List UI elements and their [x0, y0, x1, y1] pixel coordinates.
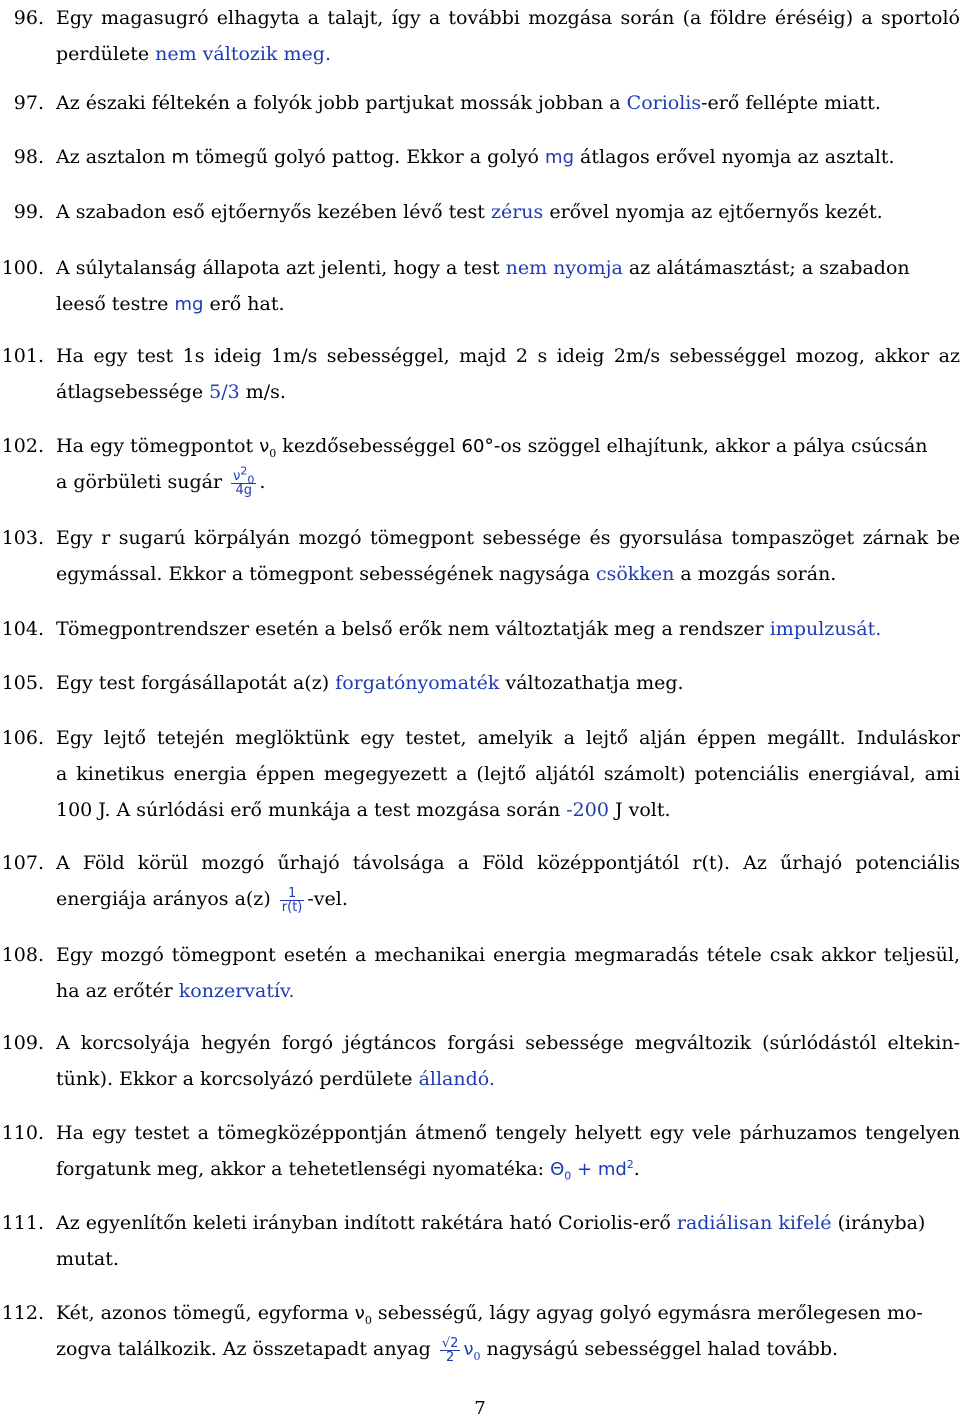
- text-segment: Az egyenlítőn keleti irányban indított rakétára ható Coriolis-erő: [56, 1212, 677, 1234]
- item-number: 103.: [1, 527, 44, 549]
- answer-highlight: [437, 1335, 481, 1365]
- fraction-numerator: 1: [287, 885, 297, 901]
- text-segment: átlagsebessége: [56, 381, 210, 403]
- text-segment: a görbületi sugár: [56, 471, 229, 493]
- page-number: 7: [474, 1398, 486, 1419]
- text-segment: (irányba): [831, 1212, 926, 1234]
- text-segment: nagyságú sebességgel halad tovább.: [480, 1338, 839, 1360]
- subscript: 0: [473, 1349, 481, 1363]
- text-line: A Föld körül mozgó űrhajó távolsága a Föld középpontjától r(t). Az űrhajó potenciális: [56, 852, 960, 874]
- item-number: 104.: [1, 618, 44, 640]
- text-segment: zogva találkozik. Az összetapadt anyag: [56, 1338, 437, 1360]
- text-segment: erővel nyomja az ejtőernyős kezét.: [543, 201, 883, 223]
- text-segment: átlagos erővel nyomja az asztalt.: [574, 146, 895, 168]
- item-number: 111.: [1, 1212, 44, 1234]
- text-line: Ha egy testet a tömegközéppontján átmenő tengely helyett egy vele párhuzamos tengelyen: [56, 1122, 960, 1144]
- text-segment: °-os szöggel elhajítunk, akkor a pálya csúcsán: [484, 435, 928, 457]
- item-number: 107.: [1, 852, 44, 874]
- text-segment: perdülete: [56, 43, 156, 65]
- answer-highlight: Coriolis: [626, 92, 702, 114]
- text-line: A korcsolyája hegyén forgó jégtáncos forgási sebessége megváltozik (súrlódástól eltekin-: [56, 1032, 960, 1054]
- item-number: 100.: [1, 257, 44, 279]
- answer-highlight: radiálisan kifelé: [676, 1212, 832, 1234]
- item-number: 109.: [1, 1032, 44, 1054]
- text-line: Egy lejtő tetején meglöktünk egy testet, amelyik a lejtő alján éppen megállt. Induláskor: [56, 727, 960, 749]
- fraction-denominator: r(t): [281, 899, 303, 915]
- text-line: Egy magasugró elhagyta a talajt, így a további mozgása során (a földre éréséig) a sportoló: [56, 7, 960, 29]
- answer-highlight: állandó.: [418, 1068, 495, 1090]
- text-segment: energiája arányos a(z): [56, 888, 277, 910]
- text-segment: .: [633, 1158, 640, 1180]
- text-segment: J volt.: [608, 799, 671, 821]
- item-number: 108.: [1, 944, 44, 966]
- text-segment: Egy test forgásállapotát a(z): [56, 672, 336, 694]
- text-segment: 100 J. A súrlódási erő munkája a test mozgása során: [56, 799, 567, 821]
- text-segment: .: [259, 471, 266, 493]
- answer-highlight: forgatónyomaték: [335, 672, 500, 694]
- text-segment: a mozgás során.: [674, 563, 837, 585]
- item-number: 102.: [1, 435, 44, 457]
- fraction-denominator: 4g: [231, 483, 256, 497]
- text-segment: leeső testre: [56, 293, 175, 315]
- answer-highlight: mg: [174, 294, 204, 315]
- answer-highlight: mg: [545, 147, 575, 168]
- item-number: 106.: [1, 727, 44, 749]
- answer-highlight: nem nyomja: [505, 257, 623, 279]
- text-segment: erő hat.: [203, 293, 285, 315]
- text-segment: ha az erőtér: [56, 980, 179, 1002]
- text-line: Ha egy test 1s ideig 1m/s sebességgel, majd 2 s ideig 2m/s sebességgel mozog, akkor az: [56, 345, 960, 367]
- velocity-symbol: ν: [259, 436, 270, 457]
- text-line: Egy r sugarú körpályán mozgó tömegpont sebessége és gyorsulása tompaszöget zárnak be: [56, 527, 960, 549]
- text-segment: forgatunk meg, akkor a tehetetlenségi nyomatéka:: [56, 1158, 551, 1180]
- text-line: Egy mozgó tömegpont esetén a mechanikai energia megmaradás tétele csak akkor teljesül,: [56, 944, 960, 966]
- answer-highlight: csökken: [595, 563, 675, 585]
- angle-value: 60: [461, 436, 485, 457]
- velocity-symbol: ν: [463, 1339, 474, 1360]
- answer-highlight: $\Theta_0 + md^2$: [550, 1158, 634, 1183]
- text-segment: kezdősebességgel: [276, 435, 462, 457]
- text-segment: A súlytalanság állapota azt jelenti, hogy a test: [56, 257, 506, 279]
- item-number: 98.: [13, 146, 44, 168]
- text-segment: sebességű, lágy agyag golyó egymásra merőlegesen mo-: [371, 1302, 923, 1324]
- text-segment: egymással. Ekkor a tömegpont sebességének nagysága: [56, 563, 596, 585]
- text-segment: A szabadon eső ejtőernyős kezében lévő test: [56, 201, 491, 223]
- answer-highlight: 5/3: [209, 381, 240, 403]
- text-segment: Az asztalon: [56, 146, 172, 168]
- text-segment: m/s.: [239, 381, 286, 403]
- subscript: 0: [364, 1313, 372, 1327]
- text-segment: az alátámasztást; a szabadon: [622, 257, 910, 279]
- fraction: [231, 464, 256, 498]
- text-segment: Ha egy tömegpontot: [56, 435, 260, 457]
- text-line: a kinetikus energia éppen megegyezett a (lejtő aljától számolt) potenciális energiával, ami: [56, 763, 960, 785]
- text-segment: -erő fellépte miatt.: [701, 92, 881, 114]
- item-number: 112.: [1, 1302, 44, 1324]
- answer-highlight: zérus: [490, 201, 544, 223]
- fraction: [440, 1337, 461, 1364]
- text-line: mutat.: [56, 1248, 119, 1270]
- item-number: 105.: [1, 672, 44, 694]
- text-segment: Tömegpontrendszer esetén a belső erők nem változtatják meg a rendszer: [56, 618, 770, 640]
- item-number: 99.: [13, 201, 44, 223]
- text-segment: tünk). Ekkor a korcsolyázó perdülete: [56, 1068, 419, 1090]
- item-number: 96.: [13, 7, 44, 29]
- text-segment: Az északi féltekén a folyók jobb partjukat mossák jobban a: [56, 92, 627, 114]
- text-segment: tömegű golyó pattog. Ekkor a golyó: [189, 146, 546, 168]
- answer-highlight: nem változik meg.: [155, 43, 331, 65]
- answer-highlight: impulzusát.: [769, 618, 882, 640]
- fraction-numerator: √2: [441, 1335, 459, 1351]
- math-symbol: m: [171, 147, 190, 168]
- item-number: 101.: [1, 345, 44, 367]
- velocity-symbol: ν: [354, 1303, 365, 1324]
- subscript: 0: [269, 446, 277, 460]
- item-number: 110.: [1, 1122, 44, 1144]
- text-segment: Két, azonos tömegű, egyforma: [56, 1302, 355, 1324]
- fraction: [280, 887, 305, 914]
- answer-highlight: -200: [566, 799, 609, 821]
- text-segment: -vel.: [307, 888, 348, 910]
- answer-highlight: konzervatív.: [178, 980, 295, 1002]
- fraction-denominator: 2: [440, 1350, 461, 1364]
- item-number: 97.: [13, 92, 44, 114]
- fraction-numerator: $\nu^2_0$: [233, 464, 255, 487]
- text-segment: változathatja meg.: [499, 672, 684, 694]
